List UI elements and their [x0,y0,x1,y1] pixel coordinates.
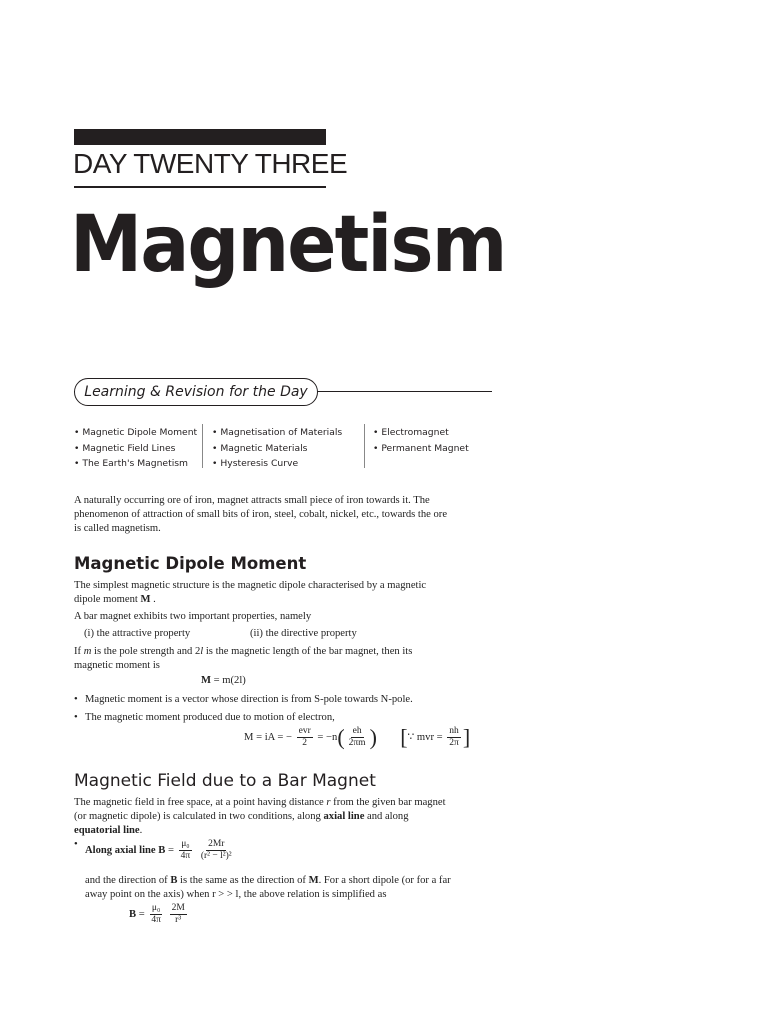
fraction: $\frac{2M}{\text{r³}}$ [171,903,185,925]
equation-axial: Along axial line B = $\frac{\text{μ₀}}{4\pi}$ $\frac{2Mr}{\text{(r² − l²)²}}$ [85,839,232,861]
day-label: DAY TWENTY THREE [73,148,348,179]
topics-column-2 [212,425,342,472]
section2-direction-text: and the direction of B is the same as the direction of M. For a short dipole (or for a far away point on the axis) when r > > l, the above relation is simplified as [85,875,451,900]
section-heading-dipole: Magnetic Dipole Moment [74,554,307,573]
column-divider [364,424,365,468]
fraction: $\frac{\text{evr}}{2}$ [298,726,311,748]
topics-column-1 [74,425,197,472]
title-bar [74,129,326,145]
bullet-electron: • The magnetic moment produced due to motion of electron, [85,711,335,725]
fraction: $\frac{\text{μ₀}}{4\pi}$ [151,903,161,925]
section1-moment-text: If m is the pole strength and 2l is the magnetic length of the bar magnet, then its magnetic moment is [74,646,413,671]
bullet-vector: • Magnetic moment is a vector whose direction is from S-pole towards N-pole. [85,693,413,707]
topic-item: • Electromagnet [373,427,449,438]
intro-paragraph: A naturally occurring ore of iron, magnet attracts small piece of iron towards it. The phenomenon of attraction of small bits of iron, steel, cobalt, nickel, etc., towards the ore is called magnetism. [74,495,448,534]
property-1: (i) the attractive property [84,628,191,639]
topic-item: • The Earth's Magnetism [74,458,188,469]
topic-item: • Magnetic Field Lines [74,442,176,454]
revision-pill-label: Learning & Revision for the Day [84,384,308,400]
equation-electron-moment: M = iA = − $\frac{\text{evr}}{2}$ = −n( $\frac{eh}{2\pi m}$ ) [∵ mvr = $\frac{nh}{2\pi}$ ] [244,724,471,750]
section1-text: The simplest magnetic structure is the magnetic dipole characterised by a magnetic dipole moment M . [74,580,427,605]
chapter-title: Magnetism [70,200,506,290]
fraction: $\frac{2Mr}{\text{(r² − l²)²}}$ [200,839,232,861]
title-rule [74,186,326,188]
property-2: (ii) the directive property [250,628,357,639]
fraction: $\frac{\text{μ₀}}{4\pi}$ [180,839,191,861]
equation-short-dipole: B = $\frac{\text{μ₀}}{4\pi}$ $\frac{2M}{\text{r³}}$ [129,903,185,925]
equation-moment: M = m(2l) [201,675,246,686]
fraction: $\frac{eh}{2\pi m}$ [348,726,366,748]
topic-item: • Magnetic Materials [212,442,308,454]
topic-item: • Hysteresis Curve [212,458,299,469]
section2-text: The magnetic field in free space, at a point having distance r from the given bar magnet (or magnetic dipole) is calculated in two conditions, along axial line and along equatorial line. [74,797,446,836]
topics-column-3 [373,425,469,456]
topic-item: • Magnetisation of Materials [212,427,343,438]
topic-item: • Magnetic Dipole Moment [74,427,198,438]
column-divider [202,424,203,468]
revision-pill [74,378,318,406]
section1-properties-intro: A bar magnet exhibits two important properties, namely [74,611,312,622]
topic-item: • Permanent Magnet [373,442,469,454]
fraction: $\frac{nh}{2\pi}$ [449,726,459,748]
section-heading-bar-magnet: Magnetic Field due to a Bar Magnet [74,771,376,791]
